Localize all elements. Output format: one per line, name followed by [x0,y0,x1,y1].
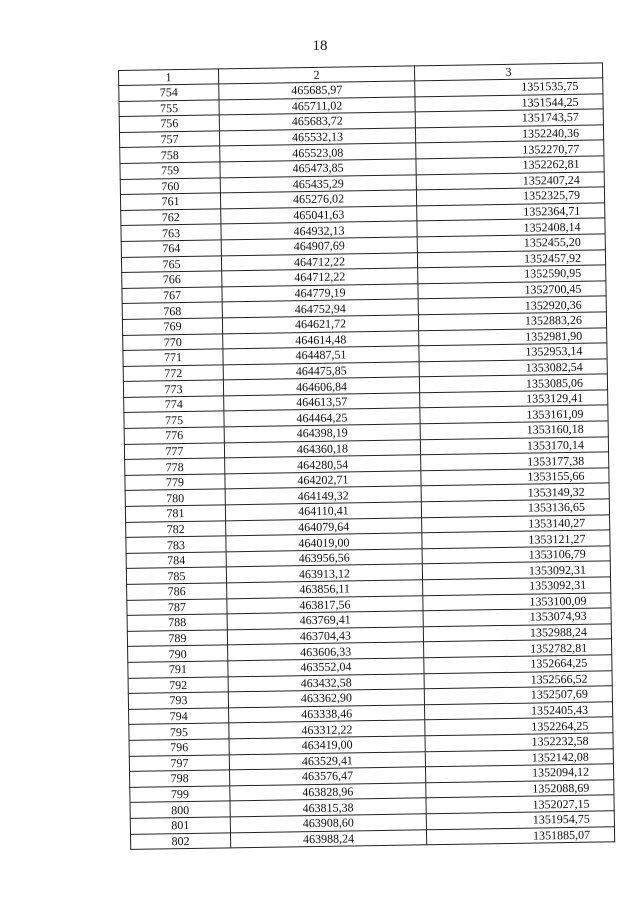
x-coordinate-cell: 463338,46 [229,705,425,724]
y-coordinate-cell: 1352782,81 [424,639,612,658]
x-coordinate-cell: 464360,18 [224,439,420,458]
point-number-cell: 771 [123,349,223,366]
y-coordinate-cell: 1353161,09 [420,405,608,424]
y-coordinate-cell: 1352590,95 [418,265,606,284]
point-number-cell: 793 [128,692,228,709]
x-coordinate-cell: 463856,11 [227,580,423,599]
y-coordinate-cell: 1352457,92 [417,249,605,268]
point-number-cell: 799 [130,786,230,803]
y-coordinate-cell: 1353136,65 [421,499,609,518]
y-coordinate-cell: 1353106,79 [422,546,610,565]
point-number-cell: 796 [129,739,229,756]
y-coordinate-cell: 1353085,06 [419,374,607,393]
point-number-cell: 797 [129,754,229,771]
y-coordinate-cell: 1352405,43 [425,702,613,721]
y-coordinate-cell: 1353155,66 [421,468,609,487]
y-coordinate-cell: 1351544,25 [415,93,603,112]
y-coordinate-cell: 1352455,20 [417,234,605,253]
point-number-cell: 788 [127,614,227,631]
y-coordinate-cell: 1353129,41 [420,390,608,409]
x-coordinate-cell: 463908,60 [230,814,426,833]
point-number-cell: 791 [128,661,228,678]
point-number-cell: 789 [127,630,227,647]
point-number-cell: 762 [121,209,221,226]
x-coordinate-cell: 463815,38 [230,798,426,817]
x-coordinate-cell: 464475,85 [223,361,419,380]
point-number-cell: 772 [123,365,223,382]
point-number-cell: 766 [122,271,222,288]
y-coordinate-cell: 1352408,14 [417,218,605,237]
page-number: 18 [312,38,328,54]
point-number-cell: 800 [130,801,230,818]
x-coordinate-cell: 463828,96 [230,782,426,801]
x-coordinate-cell: 465276,02 [220,190,416,209]
x-coordinate-cell: 463956,56 [226,549,422,568]
column-header-3: 3 [414,63,602,81]
point-number-cell: 777 [124,443,224,460]
y-coordinate-cell: 1352953,14 [419,343,607,362]
point-number-cell: 776 [124,427,224,444]
x-coordinate-cell: 464110,41 [225,502,421,521]
x-coordinate-cell: 465435,29 [220,174,416,193]
point-number-cell: 790 [128,645,228,662]
point-number-cell: 798 [130,770,230,787]
y-coordinate-cell: 1353121,27 [422,530,610,549]
x-coordinate-cell: 464712,22 [222,268,418,287]
x-coordinate-cell: 464202,71 [225,471,421,490]
y-coordinate-cell: 1351885,07 [426,826,614,845]
point-number-cell: 785 [126,567,226,584]
x-coordinate-cell: 464779,19 [222,284,418,303]
point-number-cell: 767 [122,287,222,304]
x-coordinate-cell: 465711,02 [219,96,415,115]
x-coordinate-cell: 463769,41 [227,611,423,630]
x-coordinate-cell: 463606,33 [228,642,424,661]
point-number-cell: 783 [126,536,226,553]
coordinates-table [118,62,615,850]
x-coordinate-cell: 464019,00 [226,533,422,552]
y-coordinate-cell: 1352920,36 [418,296,606,315]
y-coordinate-cell: 1352664,25 [424,655,612,674]
y-coordinate-cell: 1352364,71 [417,203,605,222]
x-coordinate-cell: 463913,12 [226,564,422,583]
y-coordinate-cell: 1353177,38 [421,452,609,471]
y-coordinate-cell: 1352270,77 [416,140,604,159]
x-coordinate-cell: 465683,72 [219,112,415,131]
coordinates-table-container [118,62,614,850]
point-number-cell: 802 [131,832,231,849]
x-coordinate-cell: 463529,41 [229,751,425,770]
point-number-cell: 779 [125,474,225,491]
table-body [119,78,615,850]
y-coordinate-cell: 1353082,54 [419,359,607,378]
y-coordinate-cell: 1352142,08 [425,748,613,767]
point-number-cell: 769 [122,318,222,335]
x-coordinate-cell: 464606,84 [223,377,419,396]
point-number-cell: 761 [120,193,220,210]
point-number-cell: 792 [128,676,228,693]
point-number-cell: 757 [119,131,219,148]
point-number-cell: 786 [127,583,227,600]
y-coordinate-cell: 1353074,93 [423,608,611,627]
point-number-cell: 760 [120,177,220,194]
x-coordinate-cell: 464079,64 [226,517,422,536]
point-number-cell: 782 [126,520,226,537]
x-coordinate-cell: 465473,85 [220,159,416,178]
x-coordinate-cell: 463419,00 [229,736,425,755]
y-coordinate-cell: 1353149,32 [421,483,609,502]
x-coordinate-cell: 465523,08 [220,143,416,162]
y-coordinate-cell: 1353140,27 [422,514,610,533]
x-coordinate-cell: 464752,94 [222,299,418,318]
y-coordinate-cell: 1352264,25 [425,717,613,736]
x-coordinate-cell: 464464,25 [224,408,420,427]
point-number-cell: 768 [122,302,222,319]
y-coordinate-cell: 1352027,15 [426,795,614,814]
y-coordinate-cell: 1353160,18 [420,421,608,440]
x-coordinate-cell: 464398,19 [224,424,420,443]
y-coordinate-cell: 1352988,24 [423,624,611,643]
point-number-cell: 784 [126,552,226,569]
point-number-cell: 794 [129,708,229,725]
x-coordinate-cell: 465685,97 [219,81,415,100]
point-number-cell: 775 [124,411,224,428]
point-number-cell: 754 [119,84,219,101]
y-coordinate-cell: 1353092,31 [423,577,611,596]
column-header-1: 1 [119,69,219,86]
point-number-cell: 773 [123,380,223,397]
point-number-cell: 781 [125,505,225,522]
point-number-cell: 759 [120,162,220,179]
x-coordinate-cell: 464712,22 [221,252,417,271]
x-coordinate-cell: 463817,56 [227,595,423,614]
column-header-2: 2 [218,66,414,84]
y-coordinate-cell: 1353170,14 [420,436,608,455]
y-coordinate-cell: 1353092,31 [422,561,610,580]
y-coordinate-cell: 1352407,24 [416,171,604,190]
x-coordinate-cell: 464487,51 [223,346,419,365]
x-coordinate-cell: 463432,58 [228,673,424,692]
y-coordinate-cell: 1352240,36 [415,125,603,144]
x-coordinate-cell: 464149,32 [225,486,421,505]
point-number-cell: 795 [129,723,229,740]
x-coordinate-cell: 464907,69 [221,237,417,256]
y-coordinate-cell: 1351954,75 [426,811,614,830]
x-coordinate-cell: 464613,57 [224,393,420,412]
point-number-cell: 801 [130,817,230,834]
x-coordinate-cell: 464280,54 [225,455,421,474]
x-coordinate-cell: 465532,13 [219,128,415,147]
point-number-cell: 770 [123,333,223,350]
y-coordinate-cell: 1352566,52 [424,670,612,689]
x-coordinate-cell: 463312,22 [229,720,425,739]
point-number-cell: 765 [121,255,221,272]
y-coordinate-cell: 1353100,09 [423,592,611,611]
y-coordinate-cell: 1352883,26 [418,312,606,331]
x-coordinate-cell: 463576,47 [230,767,426,786]
x-coordinate-cell: 463988,24 [230,829,426,848]
y-coordinate-cell: 1352088,69 [426,780,614,799]
point-number-cell: 780 [125,489,225,506]
point-number-cell: 758 [120,146,220,163]
point-number-cell: 756 [119,115,219,132]
x-coordinate-cell: 464932,13 [221,221,417,240]
x-coordinate-cell: 463552,04 [228,658,424,677]
y-coordinate-cell: 1352700,45 [418,281,606,300]
y-coordinate-cell: 1351535,75 [415,78,603,97]
y-coordinate-cell: 1352507,69 [424,686,612,705]
y-coordinate-cell: 1352325,79 [416,187,604,206]
point-number-cell: 764 [121,240,221,257]
point-number-cell: 787 [127,598,227,615]
y-coordinate-cell: 1352232,58 [425,733,613,752]
y-coordinate-cell: 1352981,90 [419,327,607,346]
x-coordinate-cell: 463704,43 [227,627,423,646]
x-coordinate-cell: 464614,48 [223,330,419,349]
point-number-cell: 774 [124,396,224,413]
x-coordinate-cell: 464621,72 [222,315,418,334]
y-coordinate-cell: 1352094,12 [425,764,613,783]
y-coordinate-cell: 1351743,57 [415,109,603,128]
point-number-cell: 763 [121,224,221,241]
y-coordinate-cell: 1352262,81 [416,156,604,175]
x-coordinate-cell: 463362,90 [228,689,424,708]
x-coordinate-cell: 465041,63 [221,206,417,225]
point-number-cell: 778 [125,458,225,475]
point-number-cell: 755 [119,100,219,117]
